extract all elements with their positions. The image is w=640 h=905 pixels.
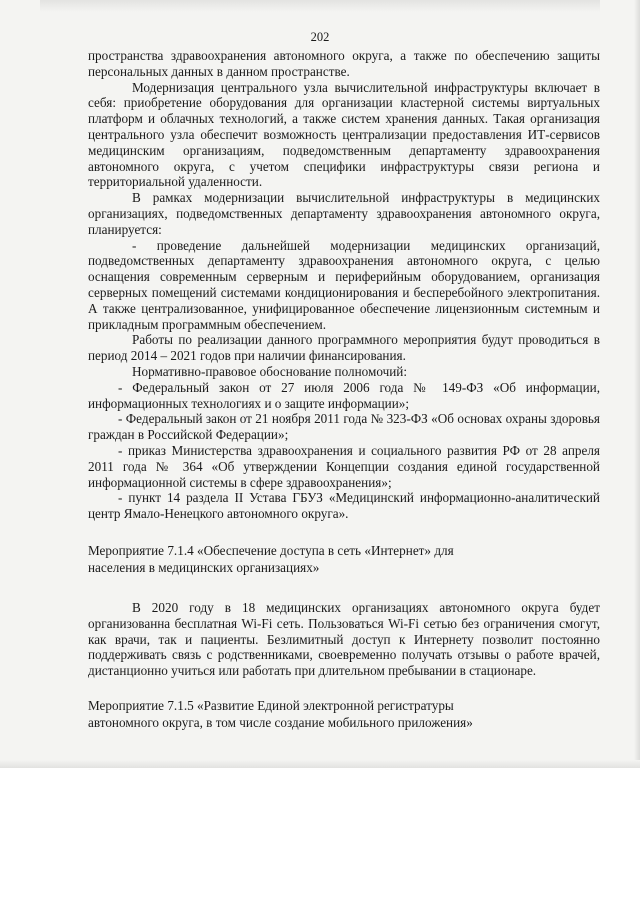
- page-number: 202: [310, 30, 330, 44]
- section-715-heading-line1: Мероприятие 7.1.5 «Развитие Единой электронной регистратуры: [88, 697, 454, 713]
- paragraph-period: Работы по реализации данного программного мероприятия будут проводиться в период 2014 – 2021 годов при наличии финансирования.: [88, 332, 600, 364]
- section-715-heading-line2: автономного округа, в том числе создание мобильного приложения»: [88, 714, 473, 730]
- legal-item-323fz: - Федеральный закон от 21 ноября 2011 года № 323-ФЗ «Об основах охраны здоровья граждан в Российской Федерации»;: [88, 411, 600, 443]
- legal-item-order-364: - приказ Министерства здравоохранения и социального развития РФ от 28 апреля 2011 года № 364 «Об утверждении Концепции создания единой государственной информационной системы в сфере здравоохранения»;: [88, 442, 600, 490]
- paragraph-central-node: Модернизация центрального узла вычислительной инфраструктуры включает в себя: приобретение оборудования для организации кластерной системы виртуальных платформ и облачных технологий, а также систем хранения данных. Такая организация центрального узла обеспечит возможность централизации предоставления ИТ-сервисов медицинским организациям, подведомственным департаменту здравоохранения автономного округа, с учетом специфики инфраструктуры связи региона и территориальной удаленности.: [88, 79, 600, 190]
- legal-item-149fz: - Федеральный закон от 27 июля 2006 года № 149-ФЗ «Об информации, информационных технологиях и о защите информации»;: [88, 379, 600, 411]
- document-body: [88, 48, 600, 731]
- section-714-heading-line1: Мероприятие 7.1.4 «Обеспечение доступа в сеть «Интернет» для: [88, 542, 454, 558]
- paragraph-legal-intro: Нормативно-правовое обоснование полномочий:: [132, 363, 408, 379]
- scan-shadow-bottom: [0, 760, 640, 768]
- paragraph-modernization-item: - проведение дальнейшей модернизации медицинских организаций, подведомственных департаменту здравоохранения автономного округа, с целью оснащения современным серверным и периферийным оборудованием, организация серверных помещений системами кондиционирования и бесперебойного электропитания. А также централизованное, унифицированное обеспечение лицензионным системным и прикладным программным обеспечением.: [88, 237, 600, 332]
- scan-shadow-right: [634, 0, 640, 768]
- legal-item-charter: - пункт 14 раздела II Устава ГБУЗ «Медицинский информационно-аналитический центр Ямало-Ненецкого автономного округа».: [88, 490, 600, 522]
- section-714-heading-line2: населения в медицинских организациях»: [88, 559, 320, 575]
- paragraph-planned: В рамках модернизации вычислительной инфраструктуры в медицинских организациях, подведомственных департаменту здравоохранения автономного округа, планируется:: [88, 190, 600, 237]
- scan-shadow-top: [40, 0, 600, 12]
- section-714-body: В 2020 году в 18 медицинских организациях автономного округа будет организованна бесплатная Wi-Fi сеть. Пользоваться Wi-Fi сетью без ограничения смогут, как врачи, так и пациенты. Безлимитный доступ к Интернету позволит постоянно поддерживать связь с родственниками, своевременно получать отзывы о работе врачей, дистанционно учиться или работать при длительном пребывании в стационаре.: [88, 599, 600, 679]
- paragraph-continuation: пространства здравоохранения автономного округа, а также по обеспечению защиты персональных данных в данном пространстве.: [88, 48, 600, 79]
